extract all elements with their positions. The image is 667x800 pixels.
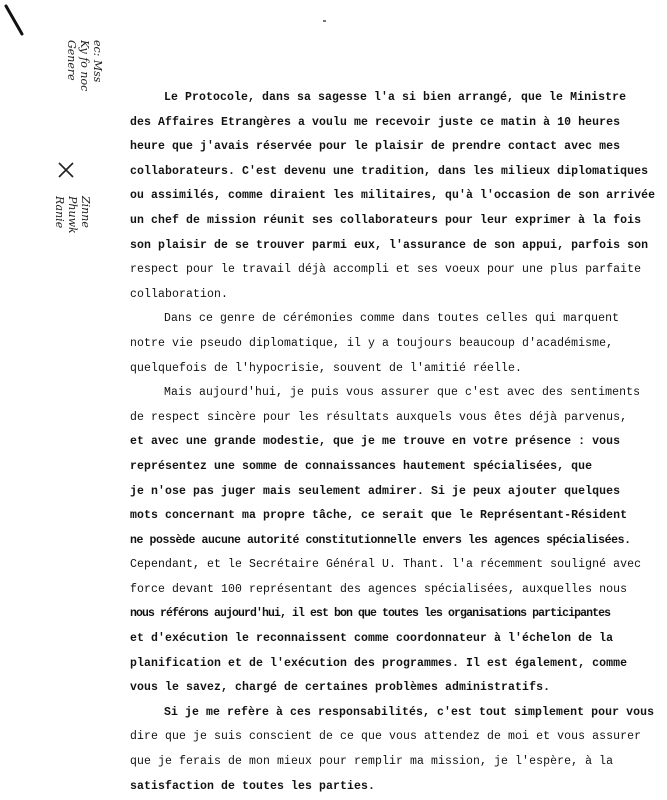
text-line: collaborateurs. C'est devenu une tradition, dans les milieux diplomatiques: [130, 164, 649, 178]
scan-speck: [323, 20, 326, 22]
text-line: que je ferais de mon mieux pour remplir ma mission, je l'espère, à la: [130, 755, 614, 769]
text-line: heure que j'avais réservée pour le plaisir de prendre contact avec mes: [130, 140, 621, 154]
margin-note-line: Ky fo noc: [78, 40, 91, 92]
margin-note-middle: [53, 196, 92, 234]
text-line: et d'exécution le reconnaissent comme coordonnateur à l'échelon de la: [130, 632, 614, 646]
pen-stroke-mark: [0, 0, 40, 40]
text-line: Dans ce genre de cérémonies comme dans toutes celles qui marquent: [164, 312, 620, 326]
text-line: dire que je suis conscient de ce que vous attendez de moi et vous assurer: [130, 730, 642, 744]
text-line: représentez une somme de connaissances hautement spécialisées, que: [130, 459, 593, 473]
paragraph-4: [130, 701, 662, 799]
text-line: un chef de mission réunit ses collaborateurs pour leur exprimer à la fois: [130, 213, 642, 227]
text-line: collaboration.: [130, 287, 229, 301]
text-line: ou assimilés, comme diraient les militaires, qu'à l'occasion de son arrivée: [130, 189, 656, 203]
text-line: notre vie pseudo diplomatique, il y a toujours beaucoup d'académisme,: [130, 336, 614, 350]
text-line: Le Protocole, dans sa sagesse l'a si bien arrangé, que le Ministre: [164, 91, 627, 104]
text-line: planification et de l'exécution des programmes. Il est également, comme: [130, 656, 628, 670]
margin-note-top: [65, 40, 104, 91]
text-line: quelquefois de l'hypocrisie, souvent de l'amitié réelle.: [130, 361, 523, 375]
margin-note-line: Phuwk: [66, 196, 79, 234]
text-line: nous référons aujourd'hui, il est bon que toutes les organisations participantes: [130, 607, 611, 621]
margin-note-line: Ranie: [53, 196, 66, 229]
text-line: force devant 100 représentant des agences spécialisées, auxquelles nous: [130, 582, 628, 596]
text-line: mots concernant ma propre tâche, ce serait que le Représentant-Résident: [130, 509, 628, 523]
text-line: Cependant, et le Secrétaire Général U. Thant. l'a récemment souligné avec: [130, 558, 642, 572]
text-line: son plaisir de se trouver parmi eux, l'assurance de son appui, parfois son: [130, 238, 649, 252]
text-line: des Affaires Etrangères a voulu me recevoir juste ce matin à 10 heures: [130, 115, 621, 129]
paragraph-1: [130, 86, 662, 307]
margin-note-line: ec: Mss: [91, 40, 104, 83]
letter-body: [130, 86, 662, 799]
text-line: de respect sincère pour les résultats auxquels vous êtes déjà parvenus,: [130, 410, 628, 424]
text-line: je n'ose pas juger mais seulement admirer. Si je peux ajouter quelques: [130, 484, 621, 498]
text-line: Mais aujourd'hui, je puis vous assurer que c'est avec des sentiments: [164, 386, 641, 400]
paragraph-3: [130, 381, 662, 701]
paragraph-2: [130, 307, 662, 381]
text-line: et avec une grande modestie, que je me trouve en votre présence : vous: [130, 435, 621, 449]
margin-note-line: Genere: [65, 40, 78, 81]
text-line: respect pour le travail déjà accompli et ses voeux pour une plus parfaite: [130, 263, 642, 277]
text-line: satisfaction de toutes les parties.: [130, 779, 376, 793]
x-mark: [56, 160, 76, 180]
text-line: ne possède aucune autorité constitutionnelle envers les agences spécialisées.: [130, 533, 631, 547]
text-line: vous le savez, chargé de certaines problèmes administratifs.: [130, 681, 551, 695]
margin-note-line: Zinne: [79, 196, 92, 228]
text-line: Si je me refère à ces responsabilités, c'est tout simplement pour vous: [164, 705, 655, 719]
